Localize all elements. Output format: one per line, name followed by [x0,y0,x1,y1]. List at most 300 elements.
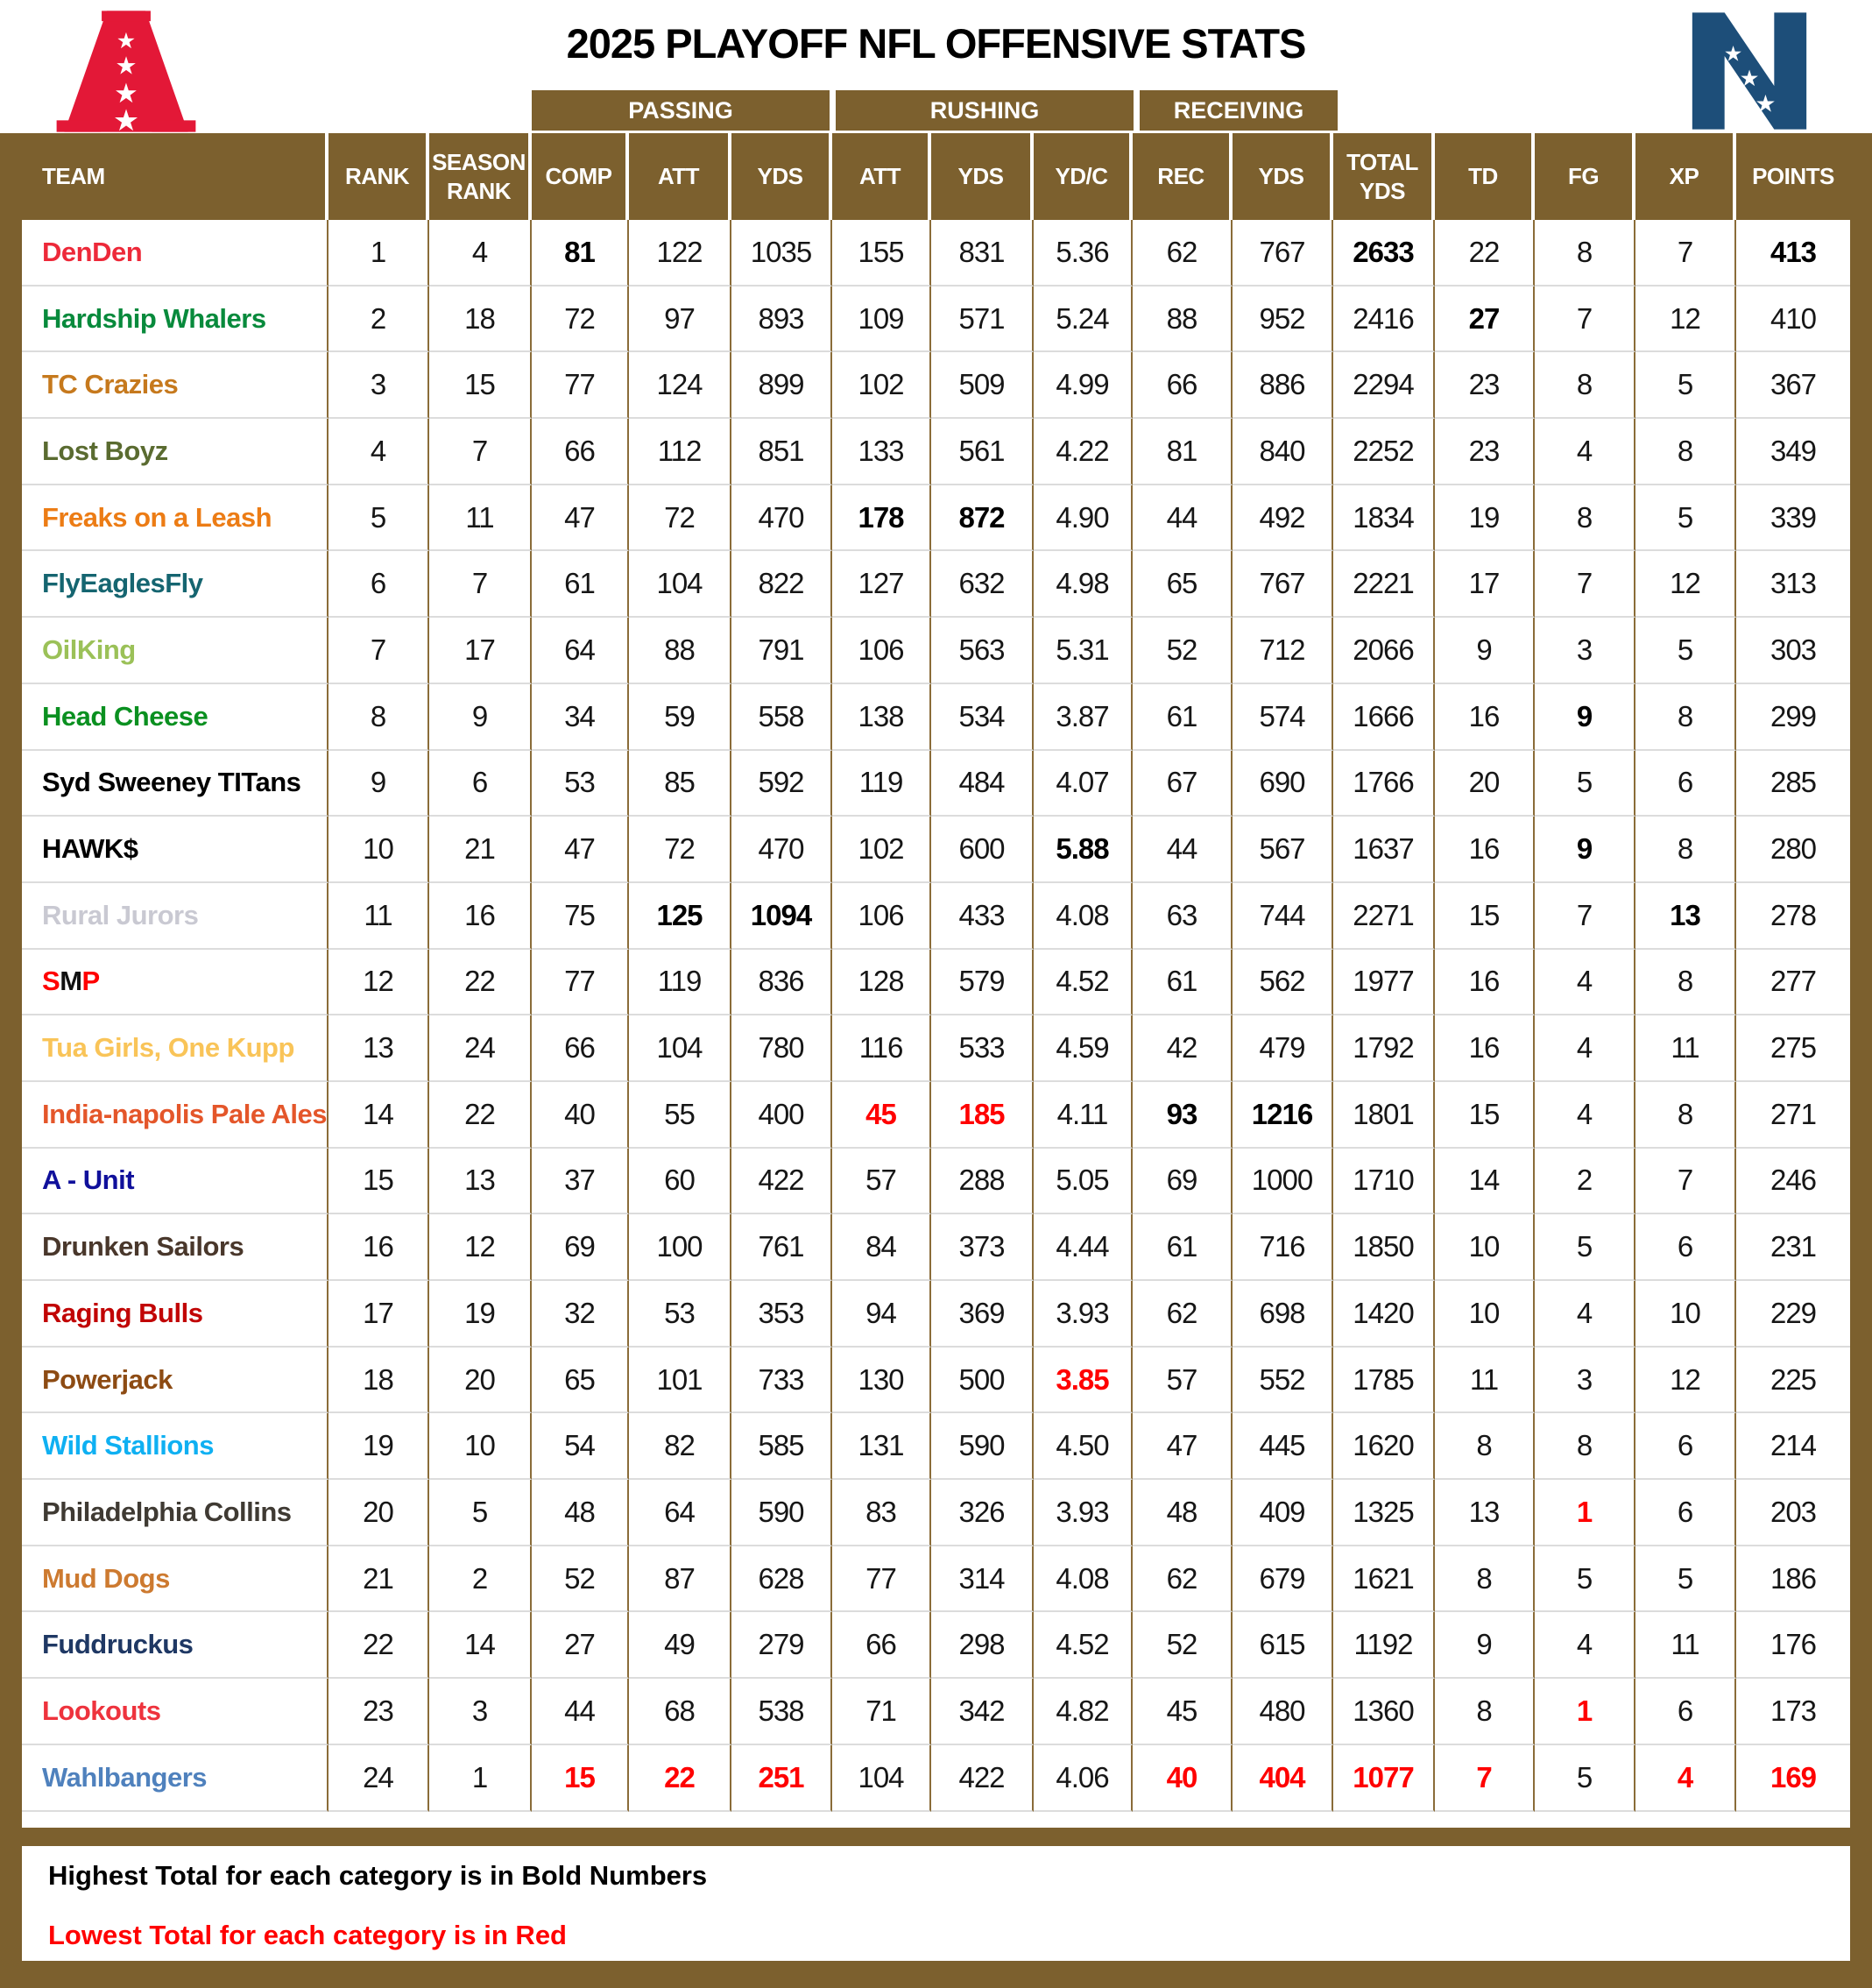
stat-cell: 1637 [1333,817,1435,883]
stat-cell: 22 [429,950,532,1016]
stat-cell: 20 [1435,751,1535,817]
stat-cell: 10 [1435,1281,1535,1348]
stat-cell: 4.52 [1034,950,1133,1016]
stat-cell: 2271 [1333,883,1435,950]
stat-cell: 104 [629,1015,731,1082]
stat-cell: 574 [1233,684,1333,751]
stat-cell: 353 [731,1281,832,1348]
stat-cell: 62 [1133,220,1233,287]
stat-cell: 8 [1535,485,1635,552]
stat-cell: 4 [1535,1281,1635,1348]
stat-cell: 409 [1233,1480,1333,1546]
team-name: Powerjack [22,1348,328,1414]
stat-cell: 186 [1736,1546,1850,1613]
table-row [22,817,1850,883]
stat-cell: 1710 [1333,1149,1435,1215]
stat-cell: 271 [1736,1082,1850,1149]
stat-cell: 10 [328,817,429,883]
stat-cell: 7 [1435,1745,1535,1812]
stat-cell: 15 [429,352,532,419]
page-title: 2025 PLAYOFF NFL OFFENSIVE STATS [566,20,1306,67]
stat-cell: 632 [931,551,1034,618]
footer-divider [22,1828,1850,1846]
stat-cell: 67 [1133,751,1233,817]
table-row [22,220,1850,287]
stat-cell: 53 [532,751,629,817]
stat-cell: 71 [832,1679,931,1745]
stat-cell: 404 [1233,1745,1333,1812]
stat-cell: 563 [931,618,1034,684]
stat-cell: 413 [1736,220,1850,287]
stat-cell: 5 [1635,1546,1736,1613]
stat-cell: 1766 [1333,751,1435,817]
stat-cell: 4 [429,220,532,287]
stat-cell: 571 [931,287,1034,353]
stat-cell: 85 [629,751,731,817]
stat-cell: 14 [328,1082,429,1149]
stat-cell: 7 [1535,551,1635,618]
stat-cell: 125 [629,883,731,950]
svg-text:★: ★ [1723,41,1743,67]
stat-cell: 72 [629,817,731,883]
column-header-comp: COMP [532,133,629,220]
stat-cell: 15 [1435,883,1535,950]
stat-cell: 49 [629,1612,731,1679]
stat-cell: 72 [629,485,731,552]
stat-cell: 509 [931,352,1034,419]
stat-cell: 313 [1736,551,1850,618]
stat-cell: 4.82 [1034,1679,1133,1745]
column-header-yds: YDS [931,133,1034,220]
stat-cell: 6 [1635,1480,1736,1546]
stat-cell: 178 [832,485,931,552]
stat-cell: 66 [532,1015,629,1082]
group-header-passing: PASSING [532,90,830,133]
stat-cell: 285 [1736,751,1850,817]
stat-cell: 48 [532,1480,629,1546]
stat-cell: 124 [629,352,731,419]
stat-cell: 52 [1133,618,1233,684]
stat-cell: 122 [629,220,731,287]
stat-cell: 54 [532,1413,629,1480]
bottom-bar [22,1961,1850,1988]
stat-cell: 585 [731,1413,832,1480]
team-name: Fuddruckus [22,1612,328,1679]
table-row [22,1546,1850,1613]
table-row [22,950,1850,1016]
stat-cell: 8 [1635,817,1736,883]
stat-cell: 1666 [1333,684,1435,751]
stat-cell: 88 [629,618,731,684]
team-name [22,950,328,1016]
stat-cell: 12 [1635,1348,1736,1414]
stat-cell: 97 [629,287,731,353]
stat-cell: 5 [1635,352,1736,419]
team-name: TC Crazies [22,352,328,419]
nfc-logo-icon [1675,5,1824,137]
stat-cell: 367 [1736,352,1850,419]
svg-text:★: ★ [114,77,138,110]
column-header-yd-c: YD/C [1034,133,1133,220]
stat-cell: 15 [1435,1082,1535,1149]
stat-cell: 2066 [1333,618,1435,684]
stat-cell: 716 [1233,1214,1333,1281]
table-row [22,684,1850,751]
stat-cell: 22 [1435,220,1535,287]
stat-cell: 480 [1233,1679,1333,1745]
stat-cell: 4 [1535,950,1635,1016]
stat-cell: 8 [1635,950,1736,1016]
stat-cell: 1035 [731,220,832,287]
stat-cell: 62 [1133,1546,1233,1613]
column-header-att: ATT [629,133,731,220]
stat-cell: 11 [1435,1348,1535,1414]
team-name-letter: S [42,966,60,997]
stat-cell: 62 [1133,1281,1233,1348]
stat-cell: 7 [429,551,532,618]
stat-cell: 11 [429,485,532,552]
stat-cell: 552 [1233,1348,1333,1414]
stat-cell: 11 [1635,1612,1736,1679]
team-name: Philadelphia Collins [22,1480,328,1546]
stat-cell: 14 [1435,1149,1535,1215]
stat-cell: 851 [731,419,832,485]
stat-cell: 4.59 [1034,1015,1133,1082]
stat-cell: 75 [532,883,629,950]
stat-cell: 14 [429,1612,532,1679]
table-row [22,1281,1850,1348]
team-name: India-napolis Pale Ales [22,1082,328,1149]
stat-cell: 1792 [1333,1015,1435,1082]
table-row [22,1480,1850,1546]
stat-cell: 138 [832,684,931,751]
stat-cell: 761 [731,1214,832,1281]
stat-cell: 53 [629,1281,731,1348]
stat-cell: 106 [832,883,931,950]
team-name: Tua Girls, One Kupp [22,1015,328,1082]
stat-cell: 19 [328,1413,429,1480]
legend-lowest: Lowest Total for each category is in Red [48,1919,567,1950]
stat-cell: 1216 [1233,1082,1333,1149]
column-header-points: POINTS [1736,133,1850,220]
stat-cell: 1 [429,1745,532,1812]
stat-cell: 17 [1435,551,1535,618]
column-header-yds: YDS [1233,133,1333,220]
stat-cell: 17 [429,618,532,684]
stat-cell: 251 [731,1745,832,1812]
stat-cell: 5.24 [1034,287,1133,353]
stat-cell: 690 [1233,751,1333,817]
group-header-receiving: RECEIVING [1140,90,1338,133]
stat-cell: 77 [532,950,629,1016]
stat-cell: 3.87 [1034,684,1133,751]
table-row [22,287,1850,353]
stat-cell: 130 [832,1348,931,1414]
stat-cell: 3 [1535,618,1635,684]
stat-cell: 82 [629,1413,731,1480]
stat-cell: 109 [832,287,931,353]
stat-cell: 9 [1535,684,1635,751]
stat-cell: 4 [1535,419,1635,485]
stat-cell: 127 [832,551,931,618]
table-row [22,551,1850,618]
stat-cell: 872 [931,485,1034,552]
stat-cell: 21 [328,1546,429,1613]
stat-cell: 225 [1736,1348,1850,1414]
stat-cell: 3 [328,352,429,419]
stat-cell: 899 [731,352,832,419]
stat-cell: 3.93 [1034,1480,1133,1546]
stat-cell: 19 [1435,485,1535,552]
table-row [22,883,1850,950]
stat-cell: 561 [931,419,1034,485]
stat-cell: 5 [1535,1546,1635,1613]
stat-cell: 11 [328,883,429,950]
stat-cell: 831 [931,220,1034,287]
stat-cell: 1977 [1333,950,1435,1016]
stat-cell: 7 [1535,883,1635,950]
stat-cell: 1 [1535,1679,1635,1745]
stat-cell: 4.08 [1034,883,1133,950]
svg-text:★: ★ [1739,65,1760,92]
svg-text:★: ★ [1755,90,1777,118]
stat-cell: 17 [328,1281,429,1348]
stat-cell: 9 [1435,1612,1535,1679]
stat-cell: 780 [731,1015,832,1082]
team-name: FlyEaglesFly [22,551,328,618]
stat-cell: 500 [931,1348,1034,1414]
stat-cell: 534 [931,684,1034,751]
stat-cell: 16 [1435,817,1535,883]
column-header-rank: RANK [328,133,429,220]
stat-cell: 65 [1133,551,1233,618]
team-name-letter: M [60,966,82,997]
stat-cell: 47 [1133,1413,1233,1480]
stat-cell: 61 [1133,684,1233,751]
stat-cell: 5 [1535,1214,1635,1281]
stat-cell: 836 [731,950,832,1016]
stat-cell: 2633 [1333,220,1435,287]
group-header-rushing: RUSHING [836,90,1134,133]
stat-cell: 1077 [1333,1745,1435,1812]
stat-cell: 1621 [1333,1546,1435,1613]
stat-cell: 628 [731,1546,832,1613]
stat-cell: 445 [1233,1413,1333,1480]
stat-cell: 1360 [1333,1679,1435,1745]
stat-cell: 4.07 [1034,751,1133,817]
table-row [22,1679,1850,1745]
stat-cell: 128 [832,950,931,1016]
stat-cell: 52 [1133,1612,1233,1679]
stat-cell: 22 [328,1612,429,1679]
stat-cell: 326 [931,1480,1034,1546]
stat-cell: 104 [832,1745,931,1812]
stat-cell: 13 [1635,883,1736,950]
stat-cell: 4.06 [1034,1745,1133,1812]
team-name: Mud Dogs [22,1546,328,1613]
stat-cell: 840 [1233,419,1333,485]
stat-cell: 102 [832,817,931,883]
stat-cell: 23 [1435,352,1535,419]
stat-cell: 8 [1635,1082,1736,1149]
stat-cell: 81 [532,220,629,287]
stat-cell: 314 [931,1546,1034,1613]
stat-cell: 45 [1133,1679,1233,1745]
team-name: Wild Stallions [22,1413,328,1480]
stat-cell: 679 [1233,1546,1333,1613]
stat-cell: 5 [1535,751,1635,817]
stat-cell: 66 [532,419,629,485]
stat-cell: 23 [328,1679,429,1745]
group-header-row [0,90,1872,133]
stat-cell: 1 [1535,1480,1635,1546]
stat-cell: 4 [328,419,429,485]
stat-cell: 66 [832,1612,931,1679]
stat-cell: 886 [1233,352,1333,419]
stat-cell: 44 [1133,817,1233,883]
stat-cell: 64 [532,618,629,684]
stat-cell: 176 [1736,1612,1850,1679]
stat-cell: 533 [931,1015,1034,1082]
stat-cell: 7 [328,618,429,684]
stat-cell: 69 [532,1214,629,1281]
stat-cell: 579 [931,950,1034,1016]
stat-cell: 6 [1635,751,1736,817]
stat-cell: 1834 [1333,485,1435,552]
stat-cell: 822 [731,551,832,618]
stat-cell: 5 [1635,618,1736,684]
stat-cell: 3.93 [1034,1281,1133,1348]
stat-cell: 10 [429,1413,532,1480]
stat-cell: 44 [1133,485,1233,552]
stat-cell: 1 [328,220,429,287]
stat-cell: 558 [731,684,832,751]
table-bottom-gap [22,1812,1850,1828]
stat-cell: 1620 [1333,1413,1435,1480]
stat-cell: 4.11 [1034,1082,1133,1149]
legend-footer [22,1846,1850,1961]
table-body [22,220,1850,1812]
stat-cell: 185 [931,1082,1034,1149]
stat-cell: 767 [1233,220,1333,287]
table-row [22,352,1850,419]
team-name: Rural Jurors [22,883,328,950]
stat-cell: 131 [832,1413,931,1480]
stat-cell: 68 [629,1679,731,1745]
stat-cell: 61 [1133,950,1233,1016]
table-row [22,419,1850,485]
stat-cell: 6 [1635,1214,1736,1281]
svg-text:★: ★ [112,103,140,136]
stat-cell: 8 [1635,684,1736,751]
stat-cell: 600 [931,817,1034,883]
stat-cell: 342 [931,1679,1034,1745]
stat-cell: 13 [1435,1480,1535,1546]
column-header-yds: YDS [731,133,832,220]
stat-cell: 2 [1535,1149,1635,1215]
stat-cell: 5.88 [1034,817,1133,883]
team-name: Hardship Whalers [22,287,328,353]
stat-cell: 422 [931,1745,1034,1812]
stat-cell: 303 [1736,618,1850,684]
column-header-fg: FG [1535,133,1635,220]
stat-cell: 5 [328,485,429,552]
stat-cell: 2221 [1333,551,1435,618]
legend-highest: Highest Total for each category is in Bold Numbers [48,1859,708,1891]
stat-cell: 64 [629,1480,731,1546]
stat-cell: 8 [328,684,429,751]
stat-cell: 349 [1736,419,1850,485]
stat-cell: 3 [1535,1348,1635,1414]
table-row [22,1015,1850,1082]
stat-cell: 12 [328,950,429,1016]
stat-cell: 11 [1635,1015,1736,1082]
stat-cell: 373 [931,1214,1034,1281]
stat-cell: 590 [931,1413,1034,1480]
stat-cell: 61 [532,551,629,618]
stat-cell: 84 [832,1214,931,1281]
stat-cell: 4.08 [1034,1546,1133,1613]
stat-cell: 81 [1133,419,1233,485]
stat-cell: 57 [1133,1348,1233,1414]
team-name: Freaks on a Leash [22,485,328,552]
svg-text:★: ★ [116,28,137,54]
stat-cell: 48 [1133,1480,1233,1546]
stat-cell: 40 [1133,1745,1233,1812]
stat-cell: 94 [832,1281,931,1348]
stat-cell: 15 [328,1149,429,1215]
stat-cell: 5 [429,1480,532,1546]
stat-cell: 562 [1233,950,1333,1016]
stat-cell: 100 [629,1214,731,1281]
stat-cell: 5.05 [1034,1149,1133,1215]
table-row [22,485,1850,552]
stat-cell: 16 [429,883,532,950]
stat-cell: 5 [1635,485,1736,552]
stat-cell: 893 [731,287,832,353]
column-header-xp: XP [1635,133,1736,220]
stat-cell: 280 [1736,817,1850,883]
stat-cell: 9 [429,684,532,751]
stat-cell: 410 [1736,287,1850,353]
stat-cell: 470 [731,817,832,883]
stat-cell: 169 [1736,1745,1850,1812]
stat-cell: 484 [931,751,1034,817]
team-name-letter: P [81,966,100,997]
stat-cell: 42 [1133,1015,1233,1082]
stat-cell: 433 [931,883,1034,950]
team-name: HAWK$ [22,817,328,883]
stat-cell: 24 [328,1745,429,1812]
team-name: Raging Bulls [22,1281,328,1348]
stat-cell: 16 [328,1214,429,1281]
stat-cell: 1325 [1333,1480,1435,1546]
stat-cell: 119 [832,751,931,817]
stat-cell: 55 [629,1082,731,1149]
team-name: Lookouts [22,1679,328,1745]
column-header-total-yds: TOTAL YDS [1333,133,1435,220]
team-name: Wahlbangers [22,1745,328,1812]
stat-cell: 77 [532,352,629,419]
stat-cell: 61 [1133,1214,1233,1281]
stat-cell: 173 [1736,1679,1850,1745]
stat-cell: 3 [429,1679,532,1745]
stat-cell: 116 [832,1015,931,1082]
stat-cell: 2416 [1333,287,1435,353]
stat-cell: 733 [731,1348,832,1414]
stat-cell: 8 [1435,1413,1535,1480]
stat-cell: 5 [1535,1745,1635,1812]
